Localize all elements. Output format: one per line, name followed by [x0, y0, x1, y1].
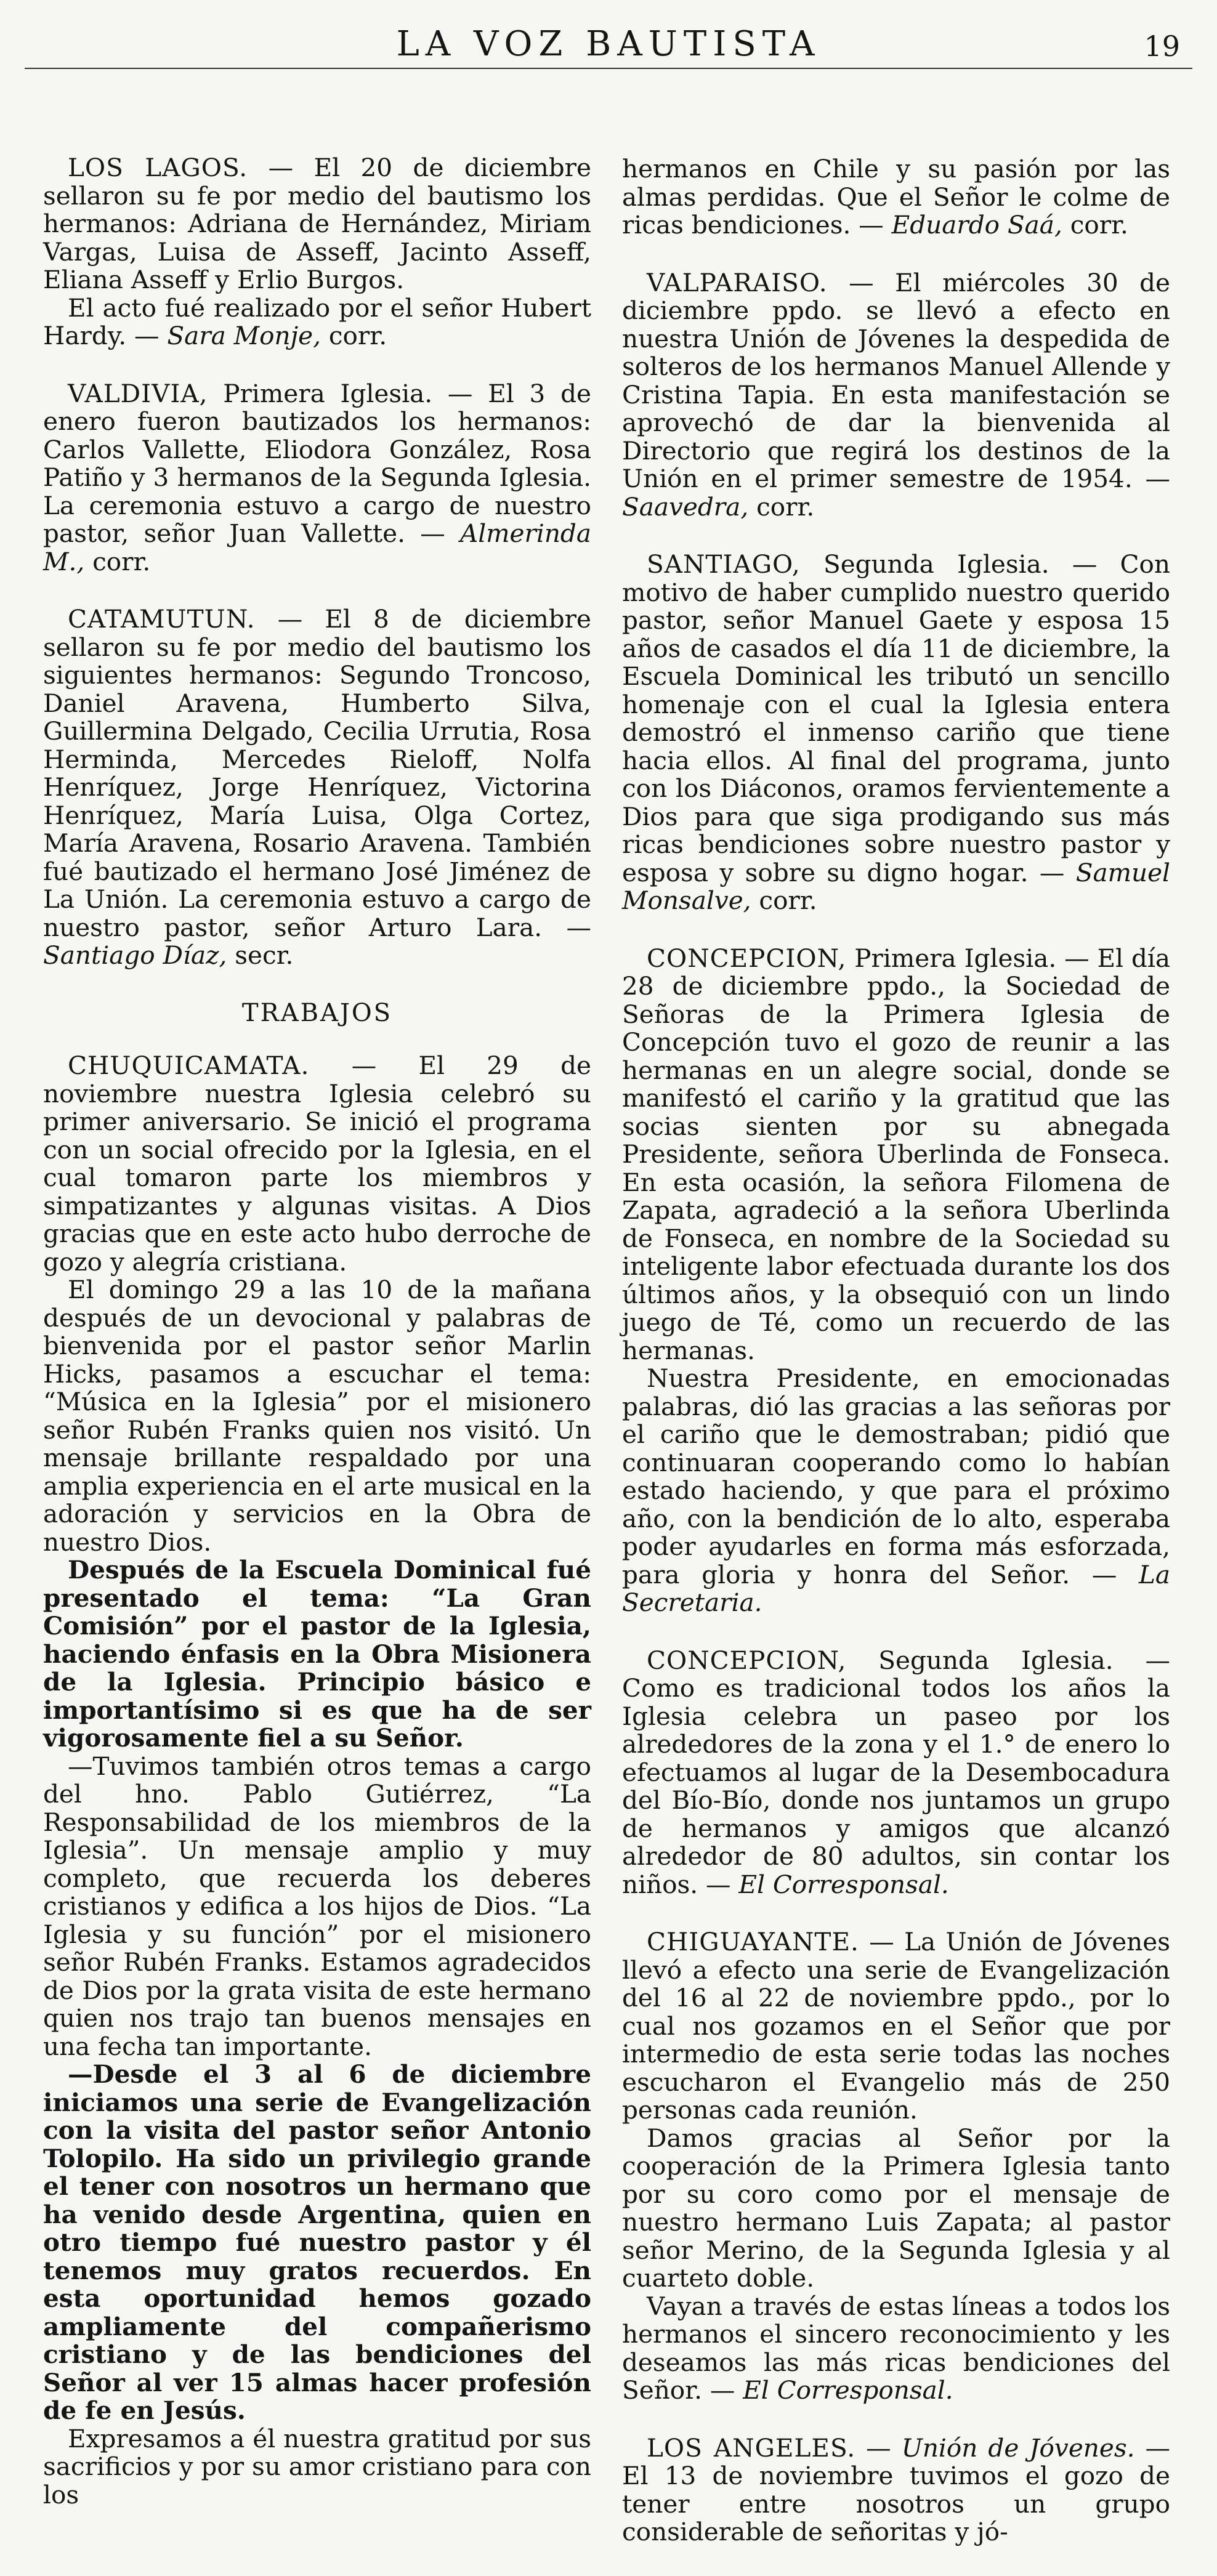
item-text: Primera Iglesia. — El 3 de enero fueron bautizados los hermanos: Carlos Vallette, Eliodora González, Rosa Patiño y 3 hermanos de la Segunda Iglesia. La ceremonia estuvo a cargo de nuestro pastor, señor Juan Vallette. — — [43, 378, 592, 548]
correspondent-signature: Eduardo Saá, — [891, 210, 1062, 240]
item-text: Segunda Iglesia. — Como es tradicional todos los años la Iglesia celebra un paseo por los alrededores de la zona y el 1.° de enero lo efectuamos al lugar de la Desembocadura del Bío-Bío, donde nos juntamos un grupo de hermanos y amigos que alcanzó alrededor de 80 adultos, sin contar los niños. — — [622, 1645, 1170, 1899]
signature-role: corr. — [328, 321, 387, 350]
item-paragraph: Expresamos a él nuestra gratitud por sus sacrificios y por su amor cristiano para con los — [43, 2423, 591, 2509]
news-item-concepcion-primera — [622, 945, 1170, 1617]
correspondent-signature: El Corresponsal. — [738, 1869, 949, 1899]
place-name: CHUQUICAMATA. — [68, 1051, 310, 1080]
running-title: LA VOZ BAUTISTA — [396, 24, 821, 64]
page-number: 19 — [1144, 30, 1180, 63]
item-text: — El 8 de diciembre sellaron su fe por medio del bautismo los siguientes hermanos: Segundo Troncoso, Daniel Aravena, Humberto Silva, Guillermina Delgado, Cecilia Urrutia, Rosa Herminda, Mercedes Rieloff, Nolfa Henríquez, Jorge Henríquez, Victorina Henríquez, María Luisa, Olga Cortez, María Aravena, Rosario Aravena. También fué bautizado el hermano José Jiménez de La Unión. La ceremonia estuvo a cargo de nuestro pastor, señor Arturo Lara. — — [43, 604, 592, 942]
section-heading: TRABAJOS — [241, 998, 393, 1027]
left-column — [43, 154, 591, 2538]
item-text: — El 20 de diciembre sellaron su fe por medio del bautismo los hermanos: Adriana de Hernández, Miriam Vargas, Luisa de Asseff, Jacinto Asseff, Eliana Asseff y Erlio Burgos. — [43, 153, 591, 294]
news-item-valdivia — [43, 380, 591, 576]
item-paragraph: Damos gracias al Señor por la cooperación de la Primera Iglesia tanto por su coro como por el mensaje de nuestro hermano Luis Zapata; al pastor señor Merino, de la Segunda Iglesia y al cuarteto doble. — [622, 2123, 1170, 2293]
news-item-santiago — [622, 551, 1170, 915]
item-paragraph: —Tuvimos también otros temas a cargo del hno. Pablo Gutiérrez, “La Responsabilidad de los miembros de la Iglesia”. Un mensaje amplio y muy completo, que recuerda los deberes cristianos y edifica a los hijos de Dios. “La Iglesia y su función” por el misionero señor Rubén Franks. Estamos agradecidos de Dios por la grata visita de este hermano quien nos trajo tan buenos mensajes en una fecha tan importante. — [43, 1751, 591, 2061]
place-name: CONCEPCION, — [647, 943, 847, 973]
correspondent-signature: Santiago Díaz, — [43, 940, 227, 970]
correspondent-signature: El Corresponsal. — [743, 2375, 953, 2405]
item-text: Primera Iglesia. — El día 28 de diciembre ppdo., la Sociedad de Señoras de la Primera Iglesia de Concepción tuvo el gozo de reunir a las hermanas en un alegre social, donde se manifestó el cariño y la gratitud que las socias sienten por su abnegada Presidente, señora Uberlinda de Fonseca. En esta ocasión, la señora Filomena de Zapata, agradeció a la señora Uberlinda de Fonseca, en nombre de la Sociedad su inteligente labor efectuada durante los dos últimos años, y la obsequió con un lindo juego de Té, como un recuerdo de las hermanas. — [622, 943, 1171, 1365]
right-column — [622, 155, 1170, 2576]
signature-role: corr. — [756, 491, 815, 522]
news-item-continuation — [622, 155, 1170, 240]
correspondent-signature: Sara Monje, — [167, 321, 321, 350]
news-item-catamutun — [43, 605, 591, 970]
item-text: — El miércoles 30 de diciembre ppdo. se llevó a efecto en nuestra Unión de Jóvenes la despedida de solteros de los hermanos Manuel Allende y Cristina Tapia. En esta manifestación se aprovechó de dar la bienvenida al Directorio que regirá los destinos de la Unión en el primer semestre de 1954. — — [622, 267, 1170, 493]
news-item-chuquicamata — [43, 1052, 591, 2509]
place-name: VALPARAISO. — [647, 267, 828, 297]
item-subtitle: Unión de Jóvenes. — [901, 2433, 1135, 2463]
item-paragraph: —Desde el 3 al 6 de diciembre iniciamos una serie de Evangelización con la visita del pastor señor Antonio Tolopilo. Ha sido un privilegio grande el tener con nosotros un hermano que ha venido desde Argentina, quien en otro tiempo fué nuestro pastor y él tenemos muy gratos recuerdos. En esta oportunidad hemos gozado ampliamente del compañerismo cristiano y de las bendiciones del Señor al ver 15 almas hacer profesión de fe en Jesús. — [43, 2059, 591, 2425]
item-paragraph: El domingo 29 a las 10 de la mañana después de un devocional y palabras de bienvenida por el pastor señor Marlin Hicks, pasamos a escuchar el tema: “Música en la Iglesia” por el misionero señor Rubén Franks quien nos visitó. Un mensaje brillante respaldado por una amplia experiencia en el arte musical en la adoración y servicios en la Obra de nuestro Dios. — [43, 1275, 591, 1557]
news-item-los-angeles — [622, 2434, 1170, 2546]
signature-role: corr. — [1070, 210, 1128, 240]
place-name: CATAMUTUN. — [68, 604, 256, 634]
news-item-los-lagos — [43, 154, 591, 350]
correspondent-signature: La Secretaria. — [622, 1559, 1171, 1617]
place-name: LOS ANGELES. — [647, 2433, 856, 2463]
item-text: — El 13 de noviembre tuvimos el gozo de tener entre nosotros un grupo considerable de señoritas y jó- — [622, 2433, 1171, 2546]
item-text: — La Unión de Jóvenes llevó a efecto una serie de Evangelización del 16 al 22 de noviembre ppdo., por lo cual nos gozamos en el Señor que por intermedio de esta serie todas las noches escucharon el Evangelio más de 250 personas cada reunión. — [622, 1927, 1171, 2125]
signature-role: corr. — [92, 546, 151, 576]
page-header — [0, 0, 1217, 74]
place-name: VALDIVIA, — [68, 378, 208, 408]
header-rule — [25, 68, 1192, 69]
place-name: CONCEPCION, — [647, 1645, 847, 1675]
news-item-concepcion-segunda — [622, 1647, 1170, 1899]
item-text: Vayan a través de estas líneas a todos los hermanos el sincero reconocimiento y les deseamos las más ricas bendiciones del Señor. — — [622, 2291, 1170, 2405]
item-dash: — — [866, 2433, 891, 2463]
item-text: Nuestra Presidente, en emocionadas palabras, dió las gracias a las señoras por el cariño que le demostraban; pidió que continuaran cooperando como lo habían estado haciendo, y que para el próximo año, con la bendición de lo alto, esperaba poder ayudarles en forma más esforzada, para gloria y honra del Señor. — — [622, 1363, 1170, 1589]
item-text: hermanos en Chile y su pasión por las almas perdidas. Que el Señor le colme de ricas bendiciones. — — [622, 154, 1170, 240]
correspondent-signature: Almerinda M., — [43, 519, 591, 576]
correspondent-signature: Samuel Monsalve, — [622, 857, 1171, 915]
place-name: LOS LAGOS. — [68, 153, 248, 182]
item-text: Segunda Iglesia. — Con motivo de haber cumplido nuestro querido pastor, señor Manuel Gaete y esposa 15 años de casados el día 11 de diciembre, la Escuela Dominical les tributó un sencillo homenaje con el cual la Iglesia entera demostró el inmenso cariño que tiene hacia ellos. Al final del programa, junto con los Diáconos, oramos fervientemente a Dios para que siga prodigando sus más ricas bendiciones sobre nuestro pastor y esposa y sobre su digno hogar. — — [622, 549, 1170, 887]
place-name: SANTIAGO, — [647, 549, 801, 579]
item-text: — El 29 de noviembre nuestra Iglesia celebró su primer aniversario. Se inició el programa con un social ofrecido por la Iglesia, en el cual tomaron parte los miembros y simpatizantes y algunas visitas. A Dios gracias que en este acto hubo derroche de gozo y alegría cristiana. — [43, 1051, 591, 1277]
news-item-chiguayante — [622, 1928, 1170, 2405]
correspondent-signature: Saavedra, — [622, 491, 749, 522]
news-item-valparaiso — [622, 269, 1170, 522]
item-text: El acto fué realizado por el señor Hubert Hardy. — — [43, 293, 591, 350]
signature-role: secr. — [235, 940, 294, 970]
signature-role: corr. — [759, 886, 817, 915]
place-name: CHIGUAYANTE. — [647, 1927, 859, 1956]
item-paragraph: Después de la Escuela Dominical fué presentado el tema: “La Gran Comisión” por el pastor de la Iglesia, haciendo énfasis en la Obra Misionera de la Iglesia. Principio básico e importantísimo si es que ha de ser vigorosamente fiel a su Señor. — [43, 1555, 591, 1753]
